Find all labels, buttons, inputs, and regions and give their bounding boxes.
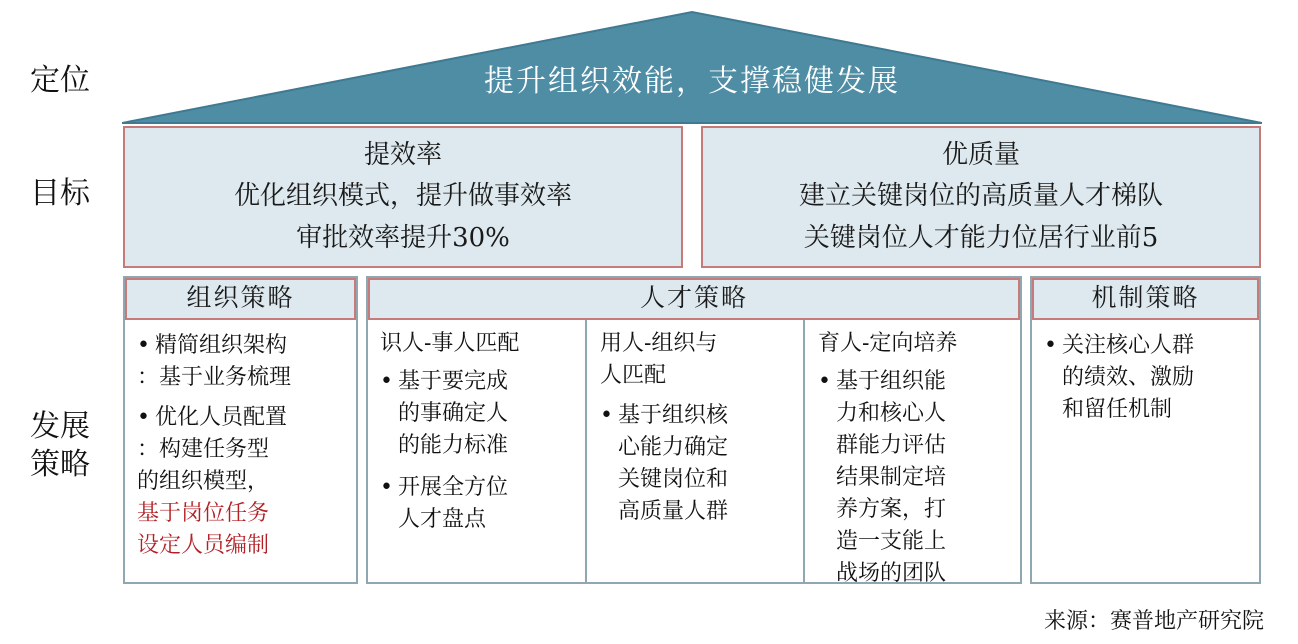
use-b1-l4: 高质量人群 xyxy=(618,499,729,524)
goal-efficiency-box xyxy=(123,126,683,268)
talent-strategy-column xyxy=(366,276,1022,584)
org-strategy-column xyxy=(123,276,358,584)
org-b2-line1: 优化人员配置 xyxy=(155,405,288,430)
bullet-icon: • xyxy=(818,369,831,394)
goal-efficiency-line1: 优化组织模式，提升做事效率 xyxy=(233,181,572,211)
goal-efficiency-title: 提效率 xyxy=(363,140,442,170)
talent-develop-section xyxy=(818,328,1018,590)
goal-efficiency-line2: 审批效率提升30% xyxy=(296,223,510,253)
talent-use-head1: 用人-组织与 xyxy=(600,331,718,356)
goal-quality-title: 优质量 xyxy=(941,140,1020,170)
bullet-icon: • xyxy=(380,369,393,394)
goal-quality-line2: 关键岗位人才能力位居行业前5 xyxy=(803,223,1159,253)
talent-use-section xyxy=(600,328,796,528)
org-strategy-body xyxy=(137,330,352,562)
list-item xyxy=(600,400,796,432)
goal-quality-line1: 建立关键岗位的高质量人才梯队 xyxy=(798,181,1163,211)
identify-b2-l1: 开展全方位 xyxy=(398,475,509,500)
list-item xyxy=(137,402,352,434)
bullet-icon: • xyxy=(137,333,150,358)
mech-b1-l1: 关注核心人群 xyxy=(1062,333,1195,358)
talent-divider-1 xyxy=(585,320,587,582)
org-b2-line2: ：构建任务型 xyxy=(137,437,270,462)
label-goal: 目标 xyxy=(30,176,90,211)
source-note: 来源：赛普地产研究院 xyxy=(1043,609,1264,634)
mech-b1-l2: 的绩效、激励 xyxy=(1062,365,1195,390)
org-b2-red1: 基于岗位任务 xyxy=(137,501,270,526)
talent-strategy-title: 人才策略 xyxy=(368,278,1020,320)
use-b1-l2: 心能力确定 xyxy=(618,435,729,460)
develop-b1-l5: 养方案，打 xyxy=(836,497,947,522)
org-b2-red2: 设定人员编制 xyxy=(137,533,270,558)
bullet-icon: • xyxy=(1044,333,1057,358)
mechanism-strategy-title: 机制策略 xyxy=(1032,278,1259,320)
org-b1-line1: 精简组织架构 xyxy=(155,333,288,358)
identify-b2-l2: 人才盘点 xyxy=(398,507,487,532)
org-b2-line3: 的组织模型， xyxy=(137,469,270,494)
develop-b1-l4: 结果制定培 xyxy=(836,465,947,490)
bullet-icon: • xyxy=(137,405,150,430)
bullet-icon: • xyxy=(380,475,393,500)
mech-b1-l3: 和留任机制 xyxy=(1062,397,1173,422)
goal-quality-box xyxy=(701,126,1261,268)
develop-b1-l1: 基于组织能 xyxy=(836,369,947,394)
org-b1-line2: ：基于业务梳理 xyxy=(137,365,292,390)
talent-divider-2 xyxy=(803,320,805,582)
develop-b1-l7: 战场的团队 xyxy=(836,561,947,586)
label-position: 定位 xyxy=(30,63,90,98)
label-strategy: 发展策略 xyxy=(30,409,90,482)
develop-b1-l3: 群能力评估 xyxy=(836,433,947,458)
talent-use-head2: 人匹配 xyxy=(600,363,667,388)
bullet-icon: • xyxy=(600,403,613,428)
use-b1-l3: 关键岗位和 xyxy=(618,467,729,492)
talent-develop-head: 育人-定向培养 xyxy=(818,331,958,356)
list-item xyxy=(1044,330,1256,362)
list-item xyxy=(380,472,580,504)
list-item xyxy=(380,366,580,398)
talent-identify-head: 识人-事人匹配 xyxy=(380,331,520,356)
list-item xyxy=(137,330,352,362)
identify-b1-l1: 基于要完成 xyxy=(398,369,509,394)
mechanism-strategy-column xyxy=(1030,276,1261,584)
talent-identify-section xyxy=(380,328,580,536)
list-item xyxy=(818,366,1018,398)
identify-b1-l3: 的能力标准 xyxy=(398,433,509,458)
develop-b1-l2: 力和核心人 xyxy=(836,401,947,426)
org-strategy-title: 组织策略 xyxy=(125,278,356,320)
develop-b1-l6: 造一支能上 xyxy=(836,529,947,554)
mechanism-strategy-body xyxy=(1044,330,1256,426)
roof-title: 提升组织效能，支撑稳健发展 xyxy=(484,64,900,99)
use-b1-l1: 基于组织核 xyxy=(618,403,729,428)
identify-b1-l2: 的事确定人 xyxy=(398,401,509,426)
